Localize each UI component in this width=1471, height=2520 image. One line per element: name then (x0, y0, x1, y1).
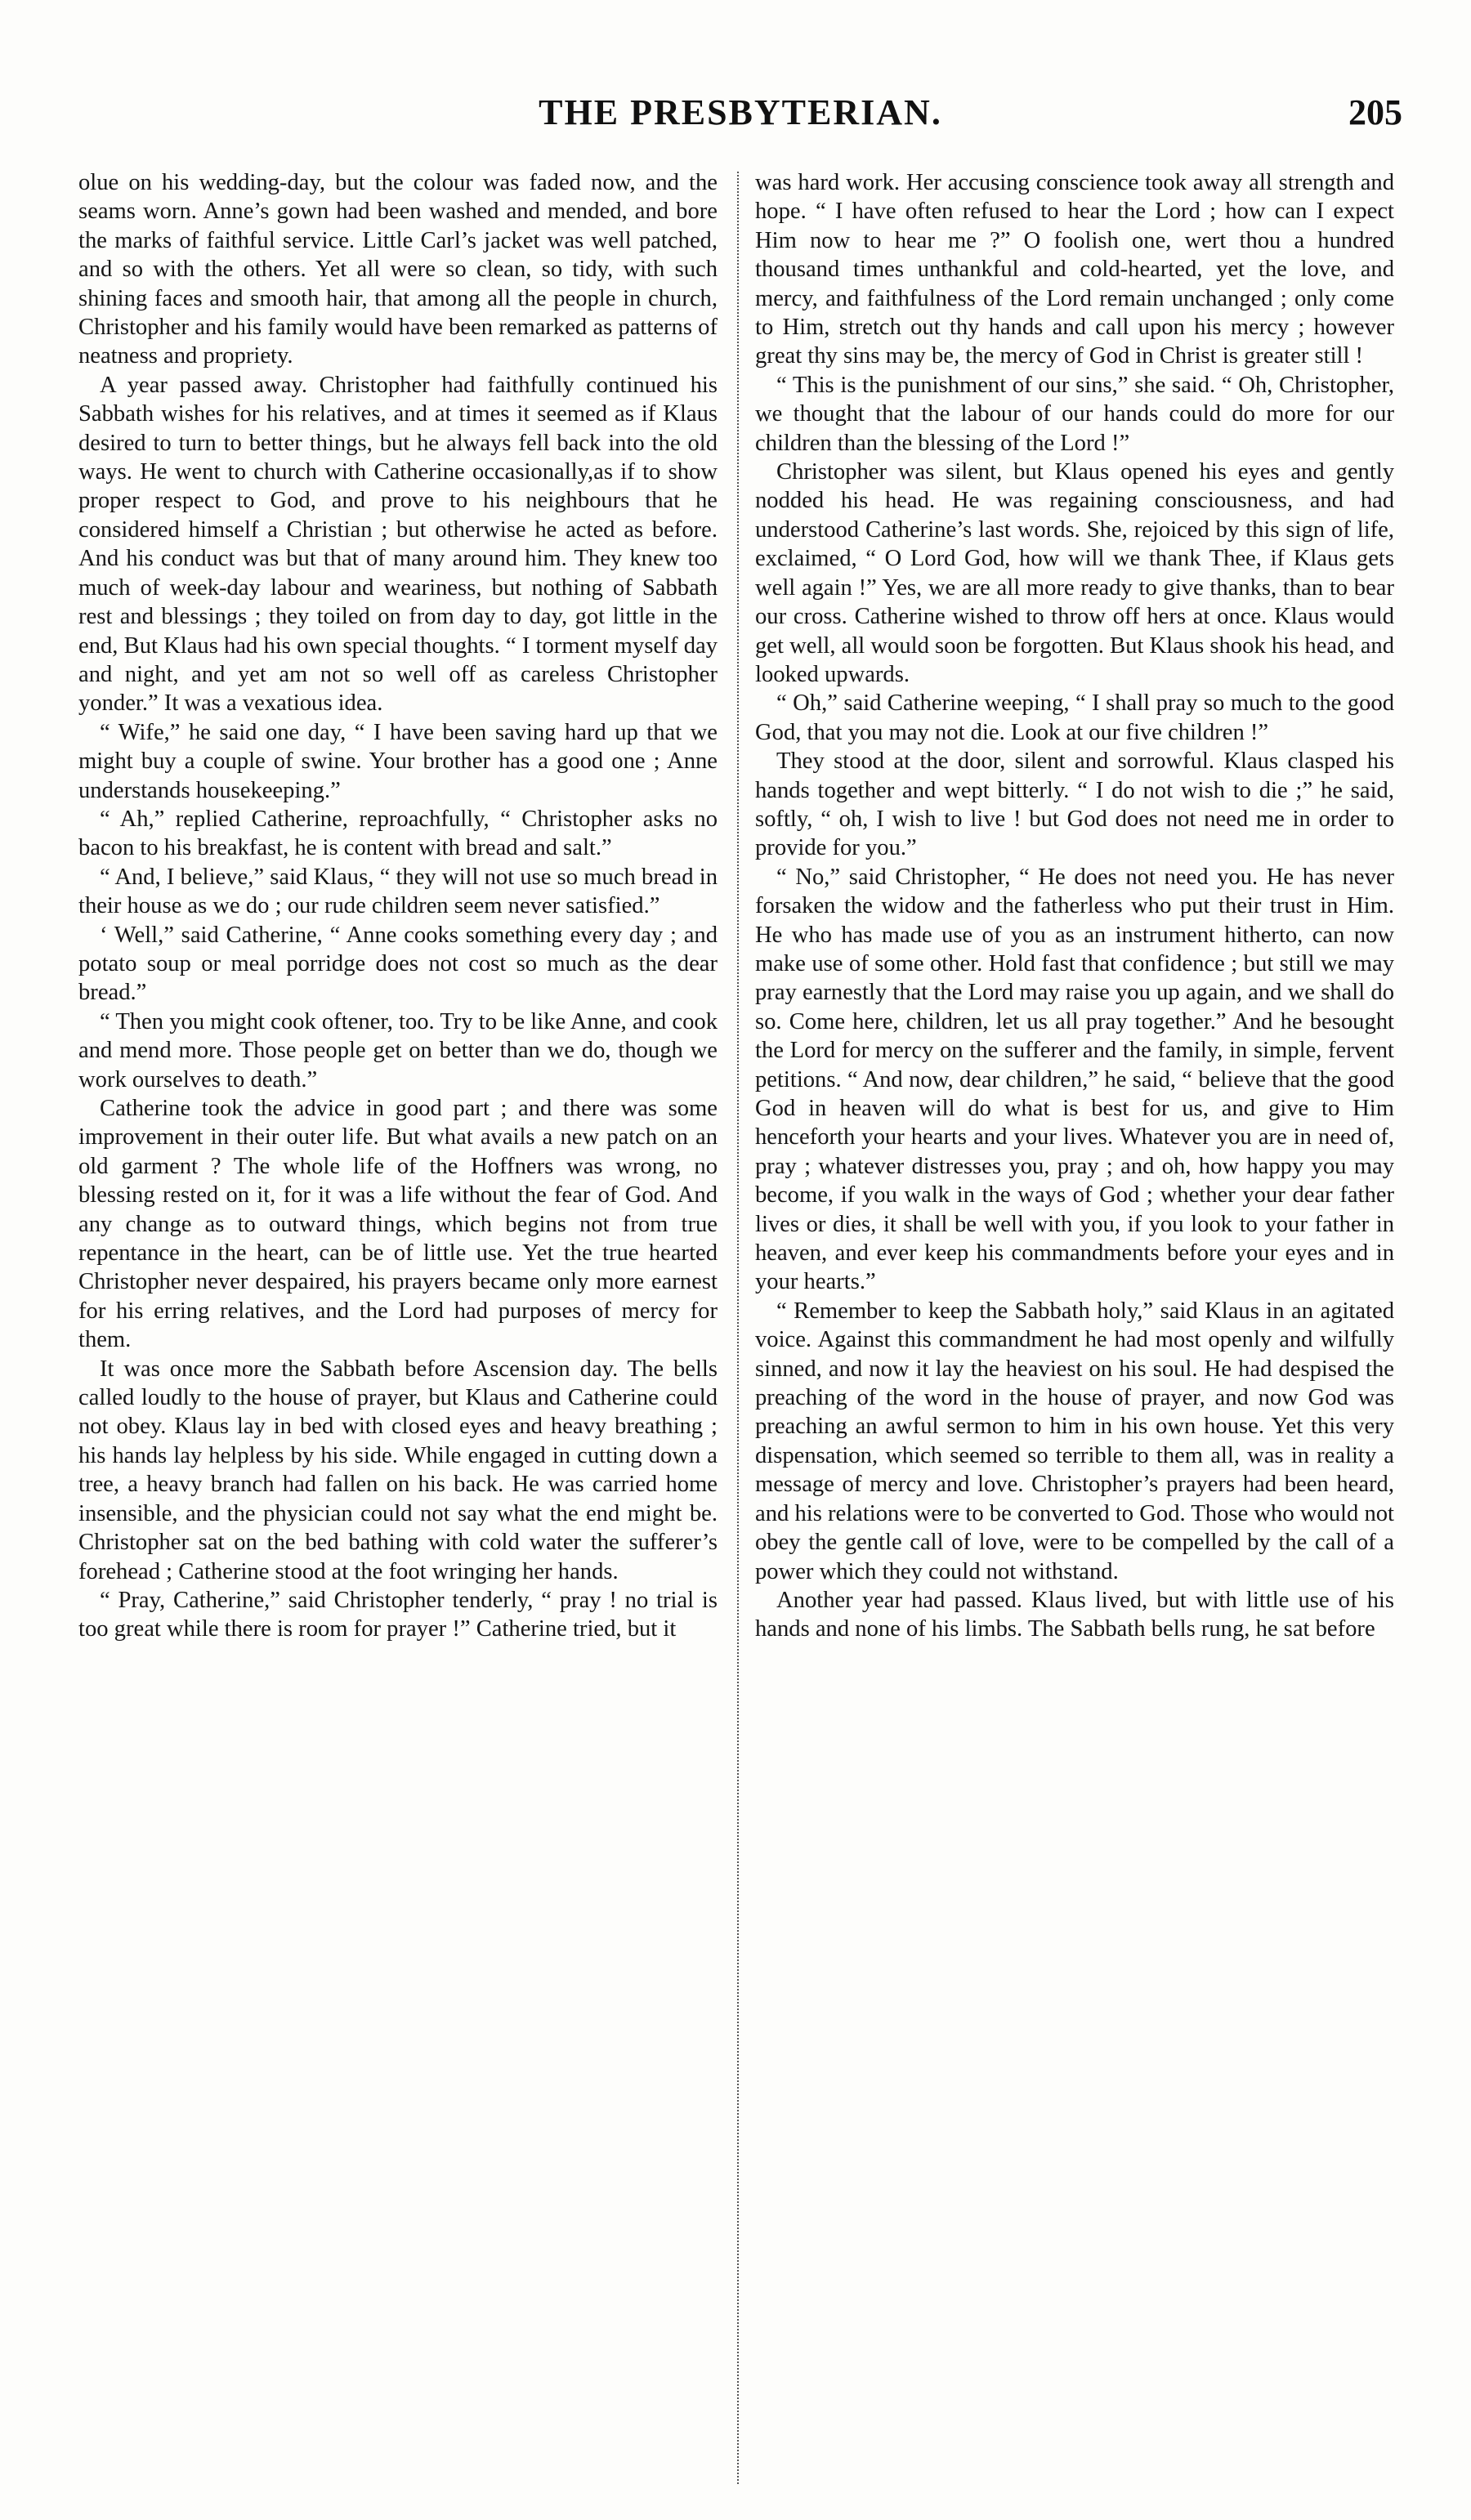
paragraph: “ Oh,” said Catherine weeping, “ I shall pray so much to the good God, that you may not die. Look at our five children !” (755, 690, 1394, 745)
paragraph: “ Wife,” he said one day, “ I have been saving hard up that we might buy a couple of swine. Your brother has a good one ; Anne understands housekeeping.” (78, 719, 718, 803)
paragraph: ‘ Well,” said Catherine, “ Anne cooks something every day ; and potato soup or meal porridge does not cost so much as the dear bread.” (78, 922, 718, 1006)
column-divider (737, 172, 739, 2484)
paragraph: Christopher was silent, but Klaus opened his eyes and gently nodded his head. He was regaining consciousness, and had understood Catherine’s last words. She, rejoiced by this sign of life, exclaimed, “ O Lord God, how will we thank Thee, if Klaus gets well again !” Yes, we are all more ready to give thanks, than to bear our cross. Catherine wished to throw off hers at once. Klaus would get well, all would soon be forgotten. But Klaus shook his head, and looked upwards. (755, 459, 1394, 687)
paragraph: “ This is the punishment of our sins,” she said. “ Oh, Christopher, we thought that the labour of our hands could do more for our children than the blessing of the Lord !” (755, 372, 1394, 456)
paragraph: was hard work. Her accusing conscience took away all strength and hope. “ I have often refused to hear the Lord ; how can I expect Him now to hear me ?” O foolish one, wert thou a hundred thousand times unthankful and cold-hearted, yet the love, and mercy, and faithfulness of the Lord remain unchanged ; only come to Him, stretch out thy hands and call upon his mercy ; however great thy sins may be, the mercy of God in Christ is greater still ! (755, 170, 1394, 369)
left-column (78, 168, 718, 2489)
paragraph: Catherine took the advice in good part ; and there was some improvement in their outer life. But what avails a new patch on an old garment ? The whole life of the Hoffners was wrong, no blessing rested on it, for it was a life without the fear of God. And any change as to outward things, which begins not from true repentance in the heart, can be of little use. Yet the true hearted Christopher never despaired, his prayers became only more earnest for his erring relatives, and the Lord had purposes of mercy for them. (78, 1096, 718, 1353)
paragraph: olue on his wedding-day, but the colour was faded now, and the seams worn. Anne’s gown had been washed and mended, and bore the marks of faithful service. Little Carl’s jacket was well patched, and so with the others. Yet all were so clean, so tidy, with such shining faces and smooth hair, that among all the people in church, Christopher and his family would have been remarked as patterns of neatness and propriety. (78, 170, 718, 369)
right-column (755, 168, 1394, 2489)
paragraph: It was once more the Sabbath before Ascension day. The bells called loudly to the house of prayer, but Klaus and Catherine could not obey. Klaus lay in bed with closed eyes and heavy breathing ; his hands lay helpless by his side. While engaged in cutting down a tree, a heavy branch had fallen on his back. He was carried home insensible, and the physician could not say what the end might be. Christopher sat on the bed bathing with cold water the sufferer’s forehead ; Catherine stood at the foot wringing her hands. (78, 1356, 718, 1584)
page-number: 205 (1348, 92, 1402, 132)
paragraph: Another year had passed. Klaus lived, but with little use of his hands and none of his limbs. The Sabbath bells rung, he sat before (755, 1587, 1394, 1642)
running-head (78, 92, 1402, 149)
paragraph: “ Then you might cook oftener, too. Try to be like Anne, and cook and mend more. Those people get on better than we do, though we work ourselves to death.” (78, 1008, 718, 1092)
paragraph: “ No,” said Christopher, “ He does not need you. He has never forsaken the widow and the fatherless who put their trust in Him. He who has made use of you as an instrument hitherto, can now make use of some other. Hold fast that confidence ; but still we may pray earnestly that the Lord may raise you up again, and we shall do so. Come here, children, let us all pray together.” And he besought the Lord for mercy on the sufferer and the family, in simple, fervent petitions. “ And now, dear children,” he said, “ believe that the good God in heaven will do what is best for us, and give to Him henceforth your hearts and your lives. Whatever you are in need of, pray ; whatever distresses you, pray ; and oh, how happy you may become, if you walk in the ways of God ; whether your dear father lives or dies, it shall be well with you, if you look to your father in heaven, and ever keep his commandments before your eyes and in your hearts.” (755, 864, 1394, 1295)
paragraph: They stood at the door, silent and sorrowful. Klaus clasped his hands together and wept bitterly. “ I do not wish to die ;” he said, softly, “ oh, I wish to live ! but God does not need me in order to provide for you.” (755, 748, 1394, 861)
paragraph: “ Remember to keep the Sabbath holy,” said Klaus in an agitated voice. Against this commandment he had most openly and wilfully sinned, and now it lay the heaviest on his soul. He had despised the preaching of the word in the house of prayer, and now God was preaching an awful sermon to him in his own house. Yet this very dispensation, which seemed so terrible to them all, was in reality a message of mercy and love. Christopher’s prayers had been heard, and his relations were to be converted to God. Those who would not obey the gentle call of love, were to be compelled by the call of a power which they could not withstand. (755, 1298, 1394, 1584)
paragraph: A year passed away. Christopher had faithfully continued his Sabbath wishes for his relatives, and at times it seemed as if Klaus desired to turn to better things, but he always fell back into the old ways. He went to church with Catherine occasionally,as if to show proper respect to God, and prove to his neighbours that he considered himself a Christian ; but otherwise he acted as before. And his conduct was but that of many around him. They knew too much of week-day labour and weariness, but nothing of Sabbath rest and blessings ; they toiled on from day to day, got little in the end, But Klaus had his own special thoughts. “ I torment myself day and night, and yet am not so well off as careless Christopher yonder.” It was a vexatious idea. (78, 372, 718, 717)
paragraph: “ And, I believe,” said Klaus, “ they will not use so much bread in their house as we do ; our rude children seem never satisfied.” (78, 864, 718, 919)
publication-title: THE PRESBYTERIAN. (539, 92, 942, 132)
paragraph: “ Ah,” replied Catherine, reproachfully, “ Christopher asks no bacon to his breakfast, he is content with bread and salt.” (78, 806, 718, 861)
paragraph: “ Pray, Catherine,” said Christopher tenderly, “ pray ! no trial is too great while there is room for prayer !” Catherine tried, but it (78, 1587, 718, 1642)
